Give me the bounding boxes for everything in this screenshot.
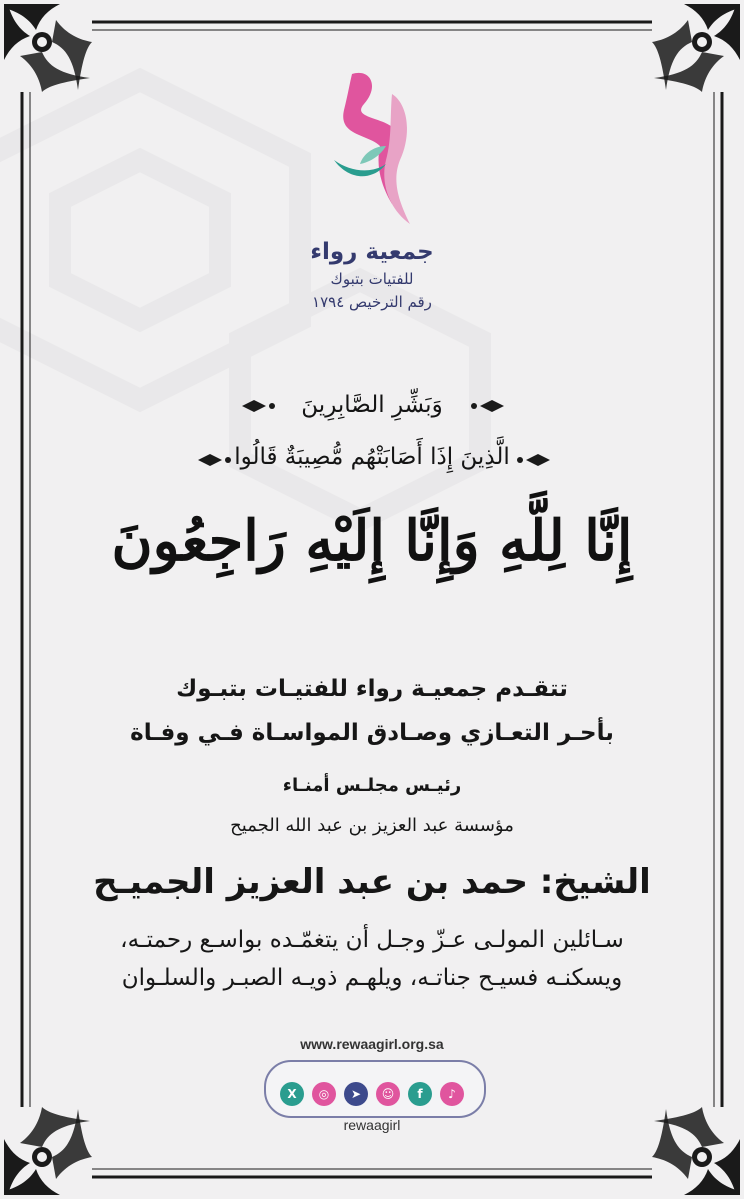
rewaa-logo-icon [320, 64, 430, 234]
snapchat-icon[interactable]: ☺ [376, 1082, 400, 1106]
verse-line-1: وَبَشِّرِ الصَّابِرِينَ [301, 392, 443, 418]
social-icons-row [280, 1082, 464, 1108]
message-line-2: بأحـر التعـازي وصـادق المواسـاة فـي وفـاة [130, 720, 614, 746]
corner-ornament-icon [0, 0, 96, 96]
deceased-name: الشيخ: حمد بن عبد العزيز الجميـح [93, 862, 651, 902]
calligraphy-heading: إِنَّا لِلَّهِ وَإِنَّا إِلَيْهِ رَاجِعُونَ [111, 508, 633, 574]
instagram-icon[interactable]: ◎ [312, 1082, 336, 1106]
org-subtitle: للفتيات بتبوك [330, 270, 414, 288]
message-line-1: تتقـدم جمعيـة رواء للفتيـات بتبـوك [176, 676, 568, 702]
facebook-icon[interactable]: f [408, 1082, 432, 1106]
tiktok-icon[interactable]: ♪ [440, 1082, 464, 1106]
prayer-line-2: ويسكنـه فسيـح جناتـه، ويلهـم ذويـه الصبـر والسلـوان [121, 965, 623, 991]
corner-ornament-icon [648, 0, 744, 96]
website-link[interactable]: www.rewaagirl.org.sa [300, 1036, 444, 1052]
x-icon[interactable]: X [280, 1082, 304, 1106]
verse-line-2: الَّذِينَ إِذَا أَصَابَتْهُم مُّصِيبَةٌ قَالُوا [234, 444, 510, 470]
org-name: جمعية رواء [310, 239, 434, 265]
telegram-icon[interactable]: ➤ [344, 1082, 368, 1106]
org-license-number: رقم الترخيص ١٧٩٤ [312, 293, 432, 311]
social-handle[interactable]: rewaagirl [343, 1117, 401, 1133]
prayer-line-1: سـائلين المولـى عـزّ وجـل أن يتغمّـده بواسـع رحمتـه، [120, 927, 624, 953]
title-line-2: مؤسسة عبد العزيز بن عبد الله الجميح [230, 815, 514, 836]
title-line-1: رئيـس مجلـس أمنـاء [282, 775, 462, 796]
